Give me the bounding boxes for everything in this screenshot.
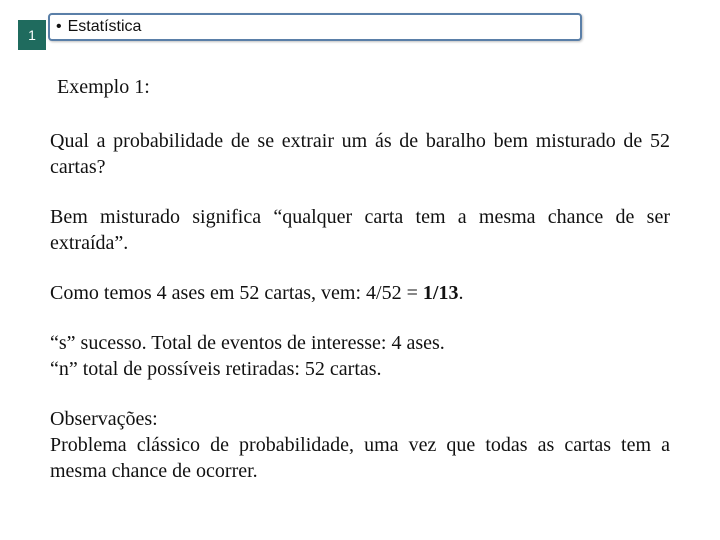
question-text: Qual a probabilidade de se extrair um ás de baralho bem misturado de 52 cartas? xyxy=(50,130,670,178)
slide-title: Estatística xyxy=(67,18,142,35)
title-bullet: • xyxy=(56,18,62,35)
slide-number-badge xyxy=(18,20,46,50)
definition-text: Bem misturado significa “qualquer carta tem a mesma chance de ser extraída”. xyxy=(50,206,670,254)
calculation-result: 1/13 xyxy=(422,282,459,304)
success-definition: “s” sucesso. Total de eventos de interesse: 4 ases. xyxy=(50,332,445,354)
calculation-text xyxy=(50,280,670,306)
calculation-prefix: Como temos 4 ases em 52 cartas, vem: 4/52 = xyxy=(50,282,423,304)
slide-content xyxy=(50,128,670,484)
observations-text: Problema clássico de probabilidade, uma vez que todas as cartas tem a mesma chance de ocorrer. xyxy=(50,434,670,482)
title-bar xyxy=(48,13,582,41)
observations-title: Observações: xyxy=(50,408,158,430)
total-definition: “n” total de possíveis retiradas: 52 cartas. xyxy=(50,358,382,380)
slide-number: 1 xyxy=(28,27,36,43)
example-heading: Exemplo 1: xyxy=(57,76,150,98)
calculation-suffix: . xyxy=(458,282,464,304)
